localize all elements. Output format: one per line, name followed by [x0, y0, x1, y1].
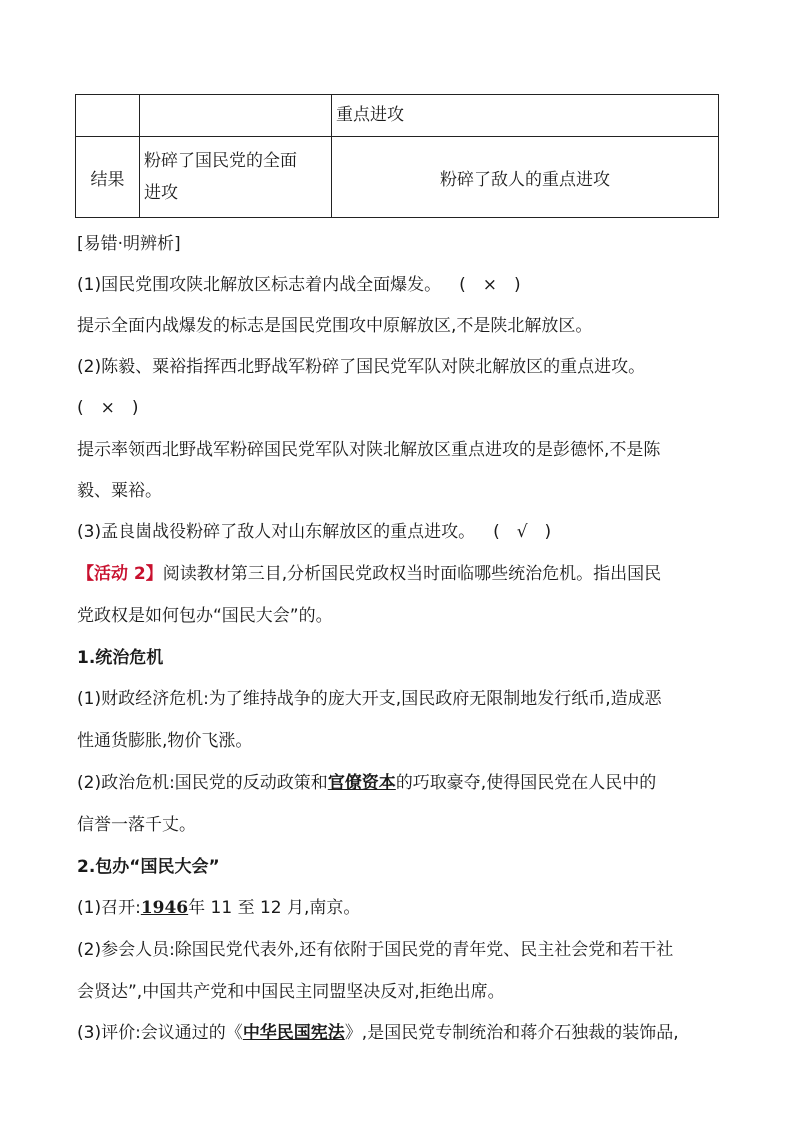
- activity-line: 党政权是如何包办“国民大会”的。: [77, 606, 333, 626]
- text-span: 的巧取豪夺,使得国民党在人民中的: [395, 773, 657, 793]
- comparison-table: [75, 94, 719, 218]
- paragraph-line: 信誉一落千丈。: [77, 815, 196, 835]
- answer-mark: ( √ ): [493, 522, 552, 542]
- paragraph-line: [77, 1021, 679, 1045]
- table-row: [76, 137, 719, 218]
- table-cell: [140, 95, 332, 137]
- table-cell: 粉碎了敌人的重点进攻: [332, 137, 719, 218]
- activity-label: 【活动 2】: [77, 564, 163, 584]
- table-row-header: 结果: [76, 137, 140, 218]
- statement-2: (2)陈毅、粟裕指挥西北野战军粉碎了国民党军队对陕北解放区的重点进攻。: [77, 357, 646, 377]
- answer-mark: ( × ): [77, 398, 139, 418]
- paragraph-line: (1)财政经济危机:为了维持战争的庞大开支,国民政府无限制地发行纸币,造成恶: [77, 689, 662, 709]
- heading-assembly: 2.包办“国民大会”: [77, 857, 220, 877]
- paragraph-line: 性通货膨胀,物价飞涨。: [77, 731, 253, 751]
- hint-1: 提示全面内战爆发的标志是国民党围攻中原解放区,不是陕北解放区。: [77, 316, 593, 336]
- text-span: (3)评价:会议通过的《: [77, 1023, 243, 1043]
- answer-mark: ( × ): [459, 275, 521, 295]
- hint-2-line: 毅、粟裕。: [77, 481, 162, 501]
- key-year: 1946: [140, 898, 189, 918]
- table-cell: 重点进攻: [332, 95, 719, 137]
- table-cell: [76, 95, 140, 137]
- key-term: 中华民国宪法: [242, 1023, 345, 1043]
- cell-line: 粉碎了国民党的全面: [144, 150, 297, 171]
- statement-3: [77, 520, 551, 544]
- statement-text: (3)孟良崮战役粉碎了敌人对山东解放区的重点进攻。: [77, 522, 476, 542]
- hint-2-line: 提示率领西北野战军粉碎国民党军队对陕北解放区重点进攻的是彭德怀,不是陈: [77, 440, 661, 460]
- text-span: 》,是国民党专制统治和蒋介石独裁的装饰品,: [344, 1023, 679, 1043]
- text-span: 年 11 至 12 月,南京。: [188, 898, 361, 918]
- heading-crisis: 1.统治危机: [77, 648, 164, 668]
- paragraph-line: [77, 771, 656, 795]
- table-cell: [140, 137, 332, 218]
- paragraph-line: [77, 896, 360, 920]
- activity-text: 阅读教材第三目,分析国民党政权当时面临哪些统治危机。指出国民: [162, 564, 662, 584]
- activity-line: [77, 562, 661, 586]
- cell-line: 进攻: [144, 183, 178, 203]
- statement-1: [77, 273, 521, 297]
- text-span: (1)召开:: [77, 898, 141, 918]
- paragraph-line: 会贤达”,中国共产党和中国民主同盟坚决反对,拒绝出席。: [77, 982, 505, 1002]
- table-row: [76, 95, 719, 137]
- statement-text: (1)国民党围攻陕北解放区标志着内战全面爆发。: [77, 275, 442, 295]
- section-title: [易错·明辨析]: [77, 234, 181, 254]
- key-term: 官僚资本: [327, 773, 396, 793]
- text-span: (2)政治危机:国民党的反动政策和: [77, 773, 328, 793]
- paragraph-line: (2)参会人员:除国民党代表外,还有依附于国民党的青年党、民主社会党和若干社: [77, 940, 674, 960]
